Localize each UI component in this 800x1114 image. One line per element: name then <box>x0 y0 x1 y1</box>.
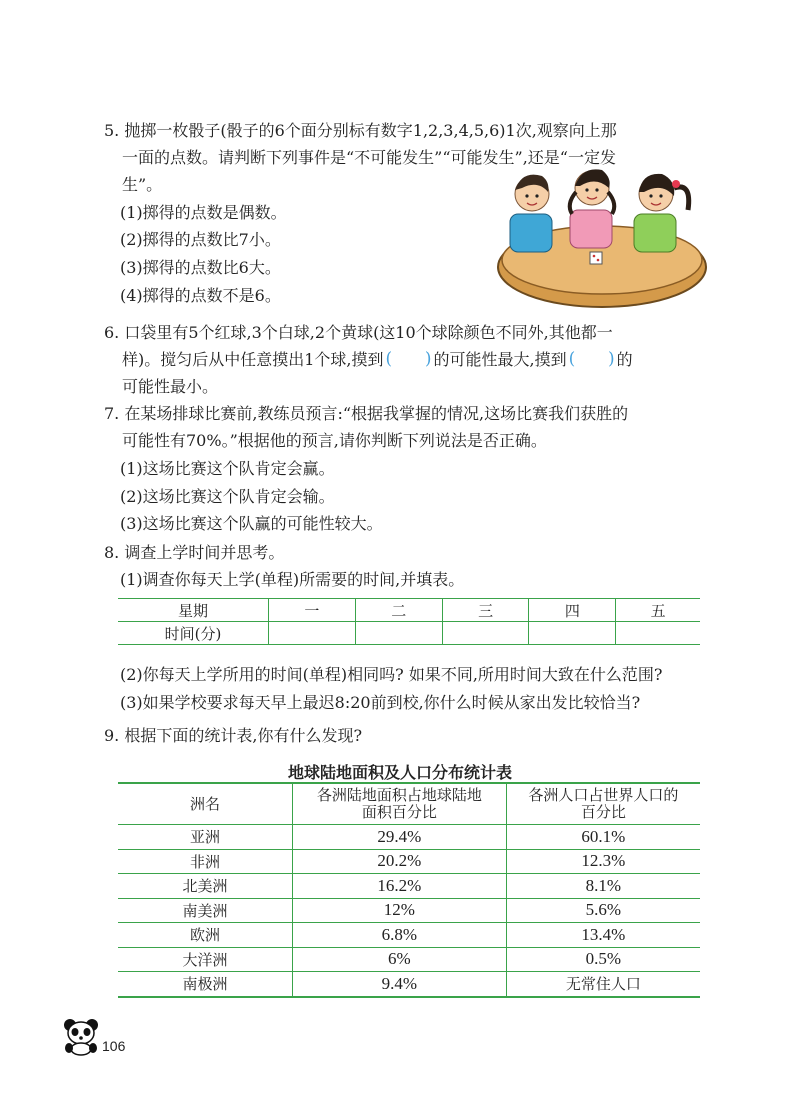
land-area-value: 12% <box>293 898 507 923</box>
header-population-line2: 百分比 <box>580 803 626 821</box>
q5-line3: 生”。 <box>122 175 163 194</box>
continent-name: 亚洲 <box>118 825 293 850</box>
land-area-value: 6.8% <box>293 923 507 948</box>
land-area-value: 20.2% <box>293 849 507 874</box>
population-value: 8.1% <box>506 874 700 899</box>
time-cell-1[interactable] <box>269 622 356 645</box>
day-4: 四 <box>529 599 616 622</box>
population-value: 13.4% <box>506 923 700 948</box>
children-dice-table-illustration <box>492 152 710 312</box>
table-row <box>118 622 700 645</box>
q6-line2-part2: 的可能性最大,摸到 <box>433 350 567 369</box>
header-land-area <box>293 783 507 825</box>
time-cell-4[interactable] <box>529 622 616 645</box>
land-area-value: 16.2% <box>293 874 507 899</box>
q9-title: 9. 根据下面的统计表,你有什么发现? <box>104 726 363 745</box>
time-cell-3[interactable] <box>442 622 529 645</box>
land-area-value: 29.4% <box>293 825 507 850</box>
table-row <box>118 599 700 622</box>
land-population-table <box>118 782 700 998</box>
table-row <box>118 874 700 899</box>
table-row <box>118 947 700 972</box>
land-area-value: 9.4% <box>293 972 507 997</box>
table-row <box>118 898 700 923</box>
population-value: 12.3% <box>506 849 700 874</box>
day-1: 一 <box>269 599 356 622</box>
population-value: 60.1% <box>506 825 700 850</box>
table-row <box>118 923 700 948</box>
q5-item-3: (3)掷得的点数比6大。 <box>120 258 281 277</box>
answer-blank-least-likely[interactable] <box>569 350 615 368</box>
continent-name: 南美洲 <box>118 898 293 923</box>
header-population <box>506 783 700 825</box>
q6-line2-part3: 的 <box>616 350 633 369</box>
population-value: 0.5% <box>506 947 700 972</box>
q8-sub3: (3)如果学校要求每天早上最迟8:20前到校,你什么时候从家出发比较恰当? <box>120 693 641 712</box>
continent-name: 大洋洲 <box>118 947 293 972</box>
table-row <box>118 849 700 874</box>
q8-sub2: (2)你每天上学所用的时间(单程)相同吗? 如果不同,所用时间大致在什么范围? <box>120 665 663 684</box>
panda-icon <box>62 1016 100 1056</box>
population-value: 无常住人口 <box>506 972 700 997</box>
weekday-time-table <box>118 598 700 645</box>
day-3: 三 <box>442 599 529 622</box>
q8-title: 8. 调查上学时间并思考。 <box>104 543 285 562</box>
q8-sub1: (1)调查你每天上学(单程)所需要的时间,并填表。 <box>120 570 465 589</box>
q5-item-2: (2)掷得的点数比7小。 <box>120 230 281 249</box>
row-header-time: 时间(分) <box>118 622 269 645</box>
day-2: 二 <box>355 599 442 622</box>
table-row <box>118 972 700 997</box>
q6-line2-part1: 样)。搅匀后从中任意摸出1个球,摸到 <box>122 350 384 369</box>
q5-line1: 5. 抛掷一枚骰子(骰子的6个面分别标有数字1,2,3,4,5,6)1次,观察向上那 <box>104 121 617 140</box>
continent-name: 非洲 <box>118 849 293 874</box>
q7-item-3: (3)这场比赛这个队赢的可能性较大。 <box>120 514 383 533</box>
header-land-area-line2: 面积百分比 <box>361 803 437 821</box>
continent-name: 北美洲 <box>118 874 293 899</box>
land-area-value: 6% <box>293 947 507 972</box>
q5-item-1: (1)掷得的点数是偶数。 <box>120 203 287 222</box>
continent-name: 欧洲 <box>118 923 293 948</box>
q5-item-4: (4)掷得的点数不是6。 <box>120 286 281 305</box>
q6-line1: 6. 口袋里有5个红球,3个白球,2个黄球(这10个球除颜色不同外,其他都一 <box>104 323 613 342</box>
population-value: 5.6% <box>506 898 700 923</box>
q7-line2: 可能性有70%。”根据他的预言,请你判断下列说法是否正确。 <box>122 431 547 450</box>
header-continent: 洲名 <box>118 783 293 825</box>
answer-blank-most-likely[interactable] <box>386 350 432 368</box>
day-5: 五 <box>616 599 700 622</box>
q7-line1: 7. 在某场排球比赛前,教练员预言:“根据我掌握的情况,这场比赛我们获胜的 <box>104 404 629 423</box>
continent-name: 南极洲 <box>118 972 293 997</box>
header-population-line1: 各洲人口占世界人口的 <box>528 786 679 804</box>
header-land-area-line1: 各洲陆地面积占地球陆地 <box>316 786 482 804</box>
table-row <box>118 825 700 850</box>
page-number: 106 <box>102 1038 126 1054</box>
row-header-weekday: 星期 <box>118 599 269 622</box>
q5-line2: 一面的点数。请判断下列事件是“不可能发生”“可能发生”,还是“一定发 <box>122 148 616 167</box>
time-cell-2[interactable] <box>355 622 442 645</box>
q6-line2 <box>122 349 633 371</box>
q6-line3: 可能性最小。 <box>122 377 219 396</box>
time-cell-5[interactable] <box>616 622 700 645</box>
q7-item-1: (1)这场比赛这个队肯定会赢。 <box>120 459 335 478</box>
stats-table-title: 地球陆地面积及人口分布统计表 <box>287 763 512 782</box>
q7-item-2: (2)这场比赛这个队肯定会输。 <box>120 487 335 506</box>
table-header-row <box>118 783 700 825</box>
